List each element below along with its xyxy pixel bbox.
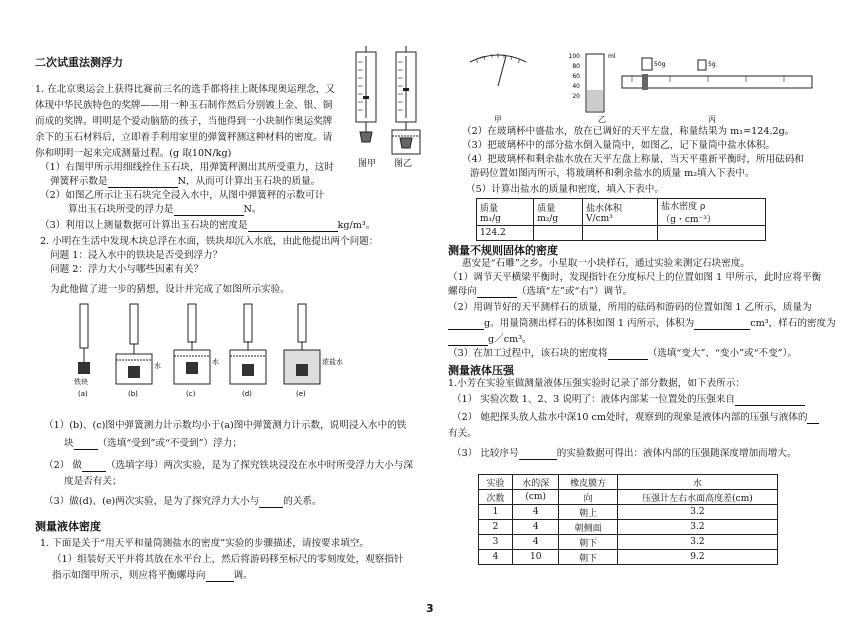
answer-blank[interactable]	[807, 413, 819, 424]
table-row	[479, 550, 778, 565]
answer-blank[interactable]	[735, 395, 805, 406]
table-row	[479, 505, 778, 520]
pointer-scale-jia	[470, 53, 526, 86]
q5-line5: （3） 比较序号 的实验数据可得出：液体内部的压强随深度增加而增大。	[452, 448, 797, 459]
cylinder-unit: ml	[608, 53, 616, 60]
answer-blank[interactable]	[259, 497, 283, 508]
table-cell: 朝侧面	[559, 520, 618, 535]
q3-s2: （2）在玻璃杯中盛盐水，放在已调好的天平左盘，称量结果为 m₁=124.2g。	[462, 126, 795, 137]
q2-s3: （3）做(d)、(e)两次实验，是为了探究浮力大小与 的关系。	[44, 496, 322, 507]
q2-s2b: 度是否有关；	[64, 476, 122, 487]
q5-line1: 1.小芳在实验室做测量液体压强实验时记录了部分数据，如下表所示：	[448, 378, 745, 389]
q3-s4b: 游码位置如图丙所示，将玻璃杯和剩余盐水的质量 m₂填入下表中。	[470, 168, 755, 179]
answer-blank[interactable]	[448, 335, 488, 346]
section-title-liquid-pressure: 测量液体压强	[448, 364, 514, 377]
table-cell: 9.2	[617, 550, 777, 565]
answer-blank[interactable]	[608, 349, 648, 360]
answer-blank[interactable]	[477, 287, 517, 298]
weight-5g: 5g	[708, 61, 716, 68]
experiment-a	[78, 304, 90, 374]
pressure-data-table	[478, 474, 778, 565]
q5-line2: （1） 实验次数 1、2、3 说明了：液体内部某一位置处的压强来自	[452, 394, 805, 406]
answer-blank[interactable]	[694, 319, 750, 330]
q4-line3: 螺母向 （选填“左”或“右”）调节。	[448, 286, 633, 297]
q2-line1: 2. 小明在生活中发现木块总浮在水面，铁块却沉入水底，由此他提出两个问题：	[40, 236, 379, 247]
q2-s1a: （1）(b)、(c)图中弹簧测力计示数均小于(a)图中弹簧测力计示数，说明浸入水中的铁	[44, 420, 407, 431]
q1-s3: （3）利用以上测量数据可计算出玉石块的密度是 kg/m³。	[40, 220, 376, 231]
table-header: 向	[559, 490, 618, 505]
weights-and-rider-bing	[622, 58, 812, 90]
answer-blank[interactable]	[206, 571, 234, 582]
table-header: 盐水体积 V/cm³	[583, 199, 658, 226]
label-b: (b)	[128, 390, 138, 398]
cylinder-tick-60: 60	[572, 73, 580, 80]
q2-line4: 为此他做了进一步的猜想，设计并完成了如图所示实验。	[50, 284, 290, 295]
table-cell: 4	[479, 550, 513, 565]
table-cell: 3	[479, 535, 513, 550]
experiment-d	[230, 304, 266, 384]
spring-scale-yi	[392, 46, 420, 154]
table-cell: 4	[513, 535, 559, 550]
q1-line2: 体现中华民族特色的奖牌——用一种玉石制作然后分别镀上金、银、铜	[35, 100, 333, 111]
q1-s1b: 弹簧秤示数是 N，从而可计算出玉石块的质量。	[50, 176, 321, 187]
page-number: 3	[426, 602, 434, 615]
table-cell[interactable]	[534, 226, 583, 241]
q1-line1: 1. 在北京奥运会上获得比赛前三名的选手都将挂上既体现奥运理念，又	[35, 84, 336, 95]
table-cell: 朝上	[559, 505, 618, 520]
graduated-cylinder-yi	[569, 53, 616, 112]
q1-line5: 你和明明一起来完成测量过程。(g 取10N/kg)	[35, 148, 232, 159]
q1-s2a: （2）如图乙所示让玉石块完全浸入水中，从图中弹簧秤的示数可计	[40, 190, 325, 201]
answer-blank[interactable]	[74, 439, 98, 450]
q1-line4: 余下的玉石材料后，立即着手利用家里的弹簧秤测这种材料的密度。请	[35, 132, 333, 143]
spring-scale-jia	[356, 46, 376, 142]
q2-s1b: 块 （选填“受到”或“不受到”）浮力；	[64, 438, 242, 449]
balance-figures	[462, 46, 822, 116]
buoyancy-experiment-figure	[72, 302, 372, 400]
answer-blank[interactable]	[174, 205, 244, 216]
section-title-solid-density: 测量不规则固体的密度	[448, 244, 558, 257]
table-cell: 3.2	[617, 505, 777, 520]
table-header: (cm)	[513, 490, 559, 505]
answer-blank[interactable]	[248, 221, 338, 232]
cylinder-tick-40: 40	[572, 83, 580, 90]
answer-blank[interactable]	[448, 319, 484, 330]
label-e: (e)	[296, 390, 306, 398]
table-header: 水的深	[513, 475, 559, 490]
label-fig-yi: 图乙	[394, 159, 413, 169]
table-cell: 朝下	[559, 535, 618, 550]
q4-line5: g。用量筒测出样石的体积如图 1 丙所示，体积为 cm³，样石的密度为	[448, 318, 836, 330]
weight-50g: 50g	[654, 61, 666, 68]
q4-line6: g／cm³。	[448, 334, 532, 346]
table-cell: 4	[513, 505, 559, 520]
q5-line3: （2） 她把探头放人盐水中深10 cm处时，观察到的现象是液体内部的压强与液体的	[452, 412, 819, 424]
table-cell: 124.2	[477, 226, 534, 241]
label-d: (d)	[242, 390, 252, 398]
table-cell: 1	[479, 505, 513, 520]
q3-line1: 1. 下面是关于“用天平和量筒测盐水的密度”实验的步骤描述，请按要求填空。	[40, 538, 370, 549]
experiment-c	[174, 304, 210, 384]
table-header: 质量 m₂/g	[534, 199, 583, 226]
cylinder-tick-80: 80	[572, 63, 580, 70]
q1-line3: 而成的奖牌。明明是个爱动脑筋的孩子，当他得到一小块制作奥运奖牌	[35, 116, 333, 127]
q3-s3: （3）把玻璃杯中的部分盐水倒入量筒中，如图乙，记下量筒中盐水体积。	[462, 140, 776, 151]
table-header: 质量 m₁/g	[477, 199, 534, 226]
spring-scale-figures	[350, 46, 430, 164]
answer-blank[interactable]	[519, 449, 557, 460]
answer-blank[interactable]	[82, 461, 106, 472]
q2-line2: 问题 1：浸入水中的铁块是否受到浮力？	[50, 250, 223, 261]
table-cell: 10	[513, 550, 559, 565]
table-header: 盐水密度 ρ （g・cm⁻³）	[658, 199, 766, 226]
q1-s1a: （1）右图甲所示用细线拴住玉石块，用弹簧秤测出其所受重力，这时	[40, 162, 334, 173]
salt-water-table	[476, 198, 766, 241]
q4-line7: （3）在加工过程中，该石块的密度将 （选填“变大”、“变小”或“不变”）。	[448, 348, 797, 359]
table-header: 实验	[479, 475, 513, 490]
q2-s2a: （2） 做 （选填字母）两次实验，是为了探究铁块浸没在水中时所受浮力大小与深	[44, 460, 413, 471]
label-yi: 乙	[598, 115, 606, 124]
q3-s4a: （4）把玻璃杯和剩余盐水放在天平左盘上称量，当天平重新平衡时，所用砝码和	[462, 154, 804, 165]
label-water-b: 水	[154, 362, 161, 370]
table-cell: 2	[479, 520, 513, 535]
label-a: (a)	[78, 390, 88, 398]
answer-blank[interactable]	[108, 177, 178, 188]
q2-line3: 问题 2：浮力大小与哪些因素有关？	[50, 264, 204, 275]
table-cell[interactable]	[658, 226, 766, 241]
q4-line4: （2）用调节好的天平测样石的质量，所用的砝码和游码的位置如图 1 乙所示，质量为	[448, 302, 812, 313]
table-cell: 4	[513, 520, 559, 535]
table-row	[479, 520, 778, 535]
table-header: 次数	[479, 490, 513, 505]
q3-line3: 指示如图甲所示，则应将平衡螺母向 调。	[52, 570, 253, 581]
table-cell[interactable]	[583, 226, 658, 241]
q3-s5: （5）计算出盐水的质量和密度，填入下表中。	[466, 184, 664, 195]
label-fig-jia: 图甲	[358, 159, 377, 169]
cylinder-tick-100: 100	[568, 53, 580, 60]
label-tiekuai: 铁块	[74, 378, 88, 386]
q1-s2b: 算出玉石块所受的浮力是 N。	[68, 204, 262, 215]
label-c: (c)	[186, 390, 196, 398]
table-cell: 朝下	[559, 550, 618, 565]
section-title-buoyancy: 二次试重法测浮力	[35, 56, 123, 69]
label-brine: 浓盐水	[322, 358, 343, 366]
table-cell: 3.2	[617, 535, 777, 550]
label-bing: 丙	[708, 115, 716, 124]
label-jia: 甲	[494, 115, 502, 124]
q5-line4: 有关。	[448, 428, 477, 439]
table-header: 水	[617, 475, 777, 490]
table-row	[479, 535, 778, 550]
table-header: 压强计左右水面高度差(cm)	[617, 490, 777, 505]
section-title-liquid-density: 测量液体密度	[35, 520, 101, 533]
cylinder-tick-20: 20	[572, 93, 580, 100]
table-row	[477, 226, 766, 241]
experiment-e	[284, 304, 320, 384]
experiment-b	[116, 304, 152, 384]
q3-line2: （1）组装好天平并将其放在水平台上，然后将游码移至标尺的零刻度处，观察指针	[52, 554, 404, 565]
label-water-c: 水	[212, 358, 219, 366]
q4-line1: 惠安是“石雕”之乡。小星取一小块样石，通过实验来测定石块密度。	[462, 258, 751, 269]
q4-line2: （1）调节天平横梁平衡时，发现指针在分度标尺上的位置如图 1 甲所示，此时应将平衡	[448, 272, 822, 283]
table-cell: 3.2	[617, 520, 777, 535]
table-header: 橡皮膜方	[559, 475, 618, 490]
